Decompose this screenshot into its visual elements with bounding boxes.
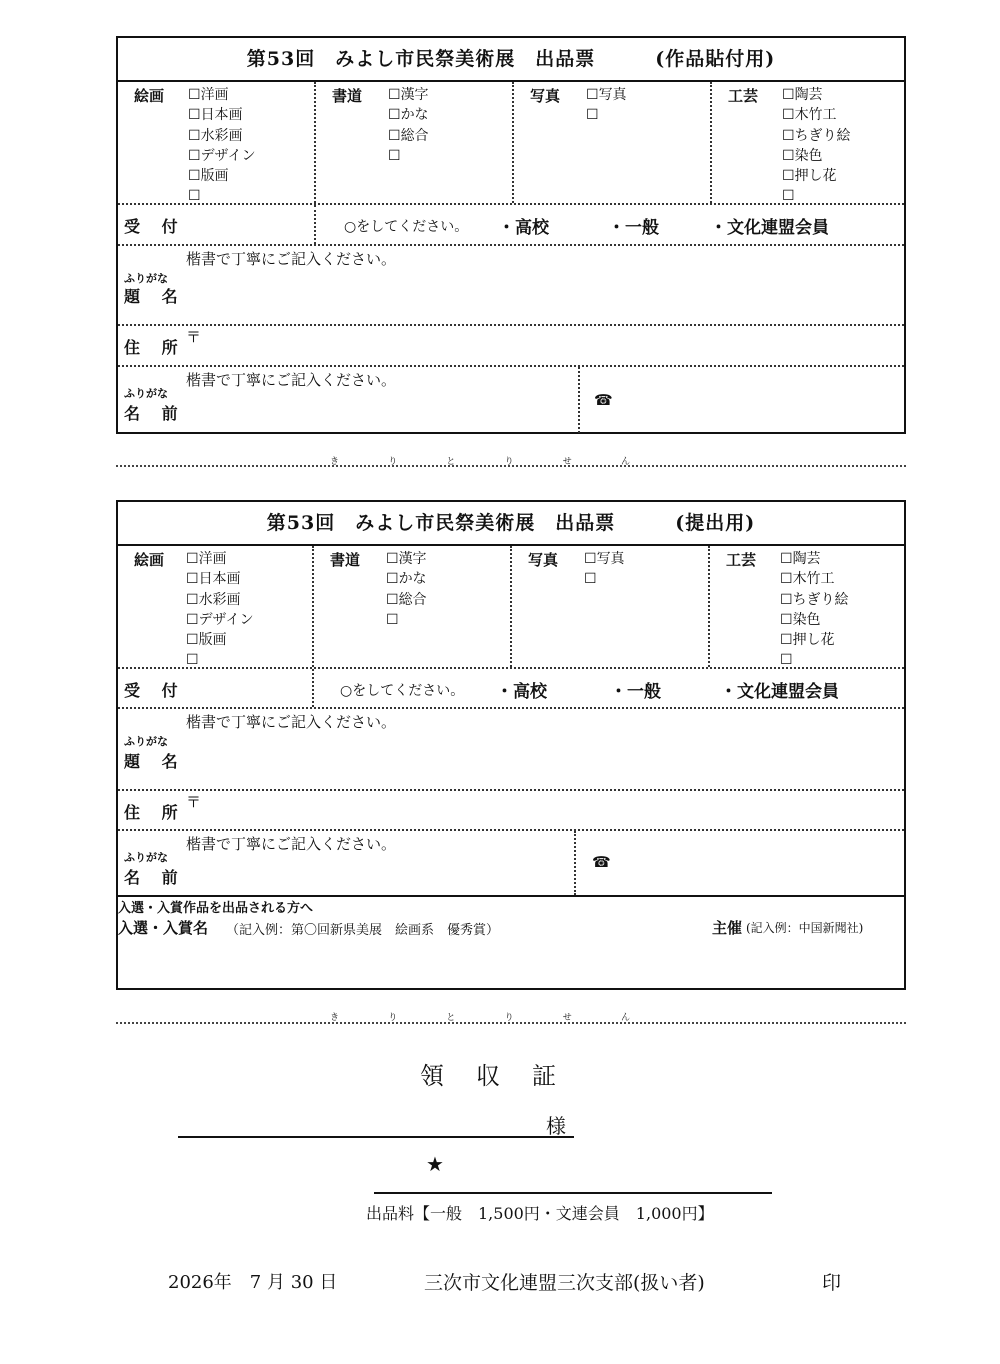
- category-label: 絵画: [134, 551, 165, 569]
- divider: [314, 205, 316, 244]
- cut-char: せ: [562, 457, 572, 467]
- form-title: 第53回 みよし市民祭美術展 出品票 (提出用): [118, 502, 904, 546]
- checkbox-option-blank[interactable]: [586, 105, 627, 125]
- postal-mark: 〒: [186, 328, 202, 346]
- recipient-line: [178, 1136, 574, 1138]
- star-mark: ★: [426, 1152, 444, 1176]
- name-label: 名 前: [124, 404, 186, 423]
- checkbox-option-blank[interactable]: [386, 610, 427, 630]
- category-photo: [514, 82, 712, 203]
- checkbox-option[interactable]: ☐ かな: [386, 569, 427, 589]
- checkbox-option[interactable]: ☐ 日本画: [186, 569, 254, 589]
- category-row: [118, 82, 904, 205]
- phone-icon: ☎: [592, 853, 611, 871]
- checkbox-option-blank[interactable]: [188, 186, 256, 206]
- amount-line: [374, 1192, 772, 1194]
- name-label: 名 前: [124, 868, 186, 887]
- checkbox-option[interactable]: ☐ 総合: [388, 126, 429, 146]
- checkbox-option[interactable]: ☐ 染色: [780, 610, 849, 630]
- title-row: [118, 709, 904, 791]
- cut-char: り: [388, 457, 398, 467]
- checkbox-option[interactable]: ☐ 版画: [188, 166, 256, 186]
- award-heading: 入選・入賞作品を出品される方へ: [118, 901, 314, 916]
- checkbox-option[interactable]: ☐ 版画: [186, 630, 254, 650]
- reception-choice-highschool[interactable]: ・高校: [498, 218, 549, 238]
- address-label: 住 所: [124, 338, 186, 357]
- title-label: 題 名: [124, 752, 186, 771]
- checkbox-option[interactable]: ☐ 総合: [386, 590, 427, 610]
- checkbox-option[interactable]: ☐ ちぎり絵: [782, 126, 851, 146]
- form-title: 第53回 みよし市民祭美術展 出品票 (作品貼付用): [118, 38, 904, 82]
- handwriting-note: 楷書で丁寧にご記入ください。: [186, 250, 397, 268]
- award-name-label: 入選・入賞名: [118, 919, 209, 937]
- organizer-example: (記入例：中国新聞社): [746, 921, 864, 935]
- cut-char: と: [446, 457, 456, 467]
- name-row: [118, 831, 904, 897]
- checkbox-option-blank[interactable]: [584, 569, 625, 589]
- checkbox-option[interactable]: ☐ ちぎり絵: [780, 590, 849, 610]
- cut-char: り: [504, 457, 514, 467]
- category-label: 写真: [530, 87, 561, 105]
- checkbox-option[interactable]: ☐ デザイン: [186, 610, 254, 630]
- checkbox-option[interactable]: ☐ 洋画: [186, 549, 254, 569]
- receipt-title: 領 収 証: [420, 1062, 560, 1090]
- award-example: （記入例：第〇回新県美展 絵画系 優秀賞）: [226, 923, 500, 938]
- fee-text: 出品料【一般 1,500円・文連会員 1,000円】: [366, 1204, 714, 1223]
- category-painting: [118, 82, 316, 203]
- category-crafts: [710, 546, 904, 667]
- checkbox-option[interactable]: ☐ 染色: [782, 146, 851, 166]
- cut-char: ん: [620, 1013, 630, 1023]
- cut-line-label: [330, 454, 630, 467]
- category-photo: [512, 546, 710, 667]
- entry-form-submit: [116, 500, 906, 990]
- checkbox-option[interactable]: ☐ 水彩画: [188, 126, 256, 146]
- reception-label: 受 付: [124, 681, 186, 700]
- cut-char: き: [330, 1013, 340, 1023]
- divider: [312, 669, 314, 707]
- cut-char: ん: [620, 457, 630, 467]
- category-painting: [118, 546, 314, 667]
- checkbox-option[interactable]: ☐ 洋画: [188, 85, 256, 105]
- reception-row: [118, 205, 904, 246]
- title-row: [118, 246, 904, 326]
- category-label: 絵画: [134, 87, 165, 105]
- category-label: 書道: [330, 551, 361, 569]
- postal-mark: 〒: [186, 793, 202, 811]
- category-calligraphy: [316, 82, 514, 203]
- checkbox-option[interactable]: ☐ かな: [388, 105, 429, 125]
- divider: [574, 831, 576, 895]
- cut-char: と: [446, 1013, 456, 1023]
- checkbox-option-blank[interactable]: [388, 146, 429, 166]
- award-section: [118, 897, 904, 991]
- handwriting-note: 楷書で丁寧にご記入ください。: [186, 835, 397, 853]
- handwriting-note: 楷書で丁寧にご記入ください。: [186, 371, 397, 389]
- checkbox-option[interactable]: ☐ 写真: [586, 85, 627, 105]
- checkbox-option-blank[interactable]: [780, 650, 849, 670]
- reception-choice-general[interactable]: ・一般: [608, 218, 659, 238]
- checkbox-option[interactable]: ☐ 陶芸: [782, 85, 851, 105]
- checkbox-option-blank[interactable]: [186, 650, 254, 670]
- cut-line-label: [330, 1010, 630, 1023]
- checkbox-option-blank[interactable]: [782, 186, 851, 206]
- category-label: 写真: [528, 551, 559, 569]
- checkbox-option[interactable]: ☐ 押し花: [782, 166, 851, 186]
- category-row: [118, 546, 904, 669]
- checkbox-option[interactable]: ☐ 木竹工: [780, 569, 849, 589]
- category-label: 工芸: [726, 551, 757, 569]
- issuer: 三次市文化連盟三次支部(扱い者): [424, 1272, 705, 1294]
- category-crafts: [712, 82, 904, 203]
- reception-choice-member[interactable]: ・文化連盟会員: [710, 218, 829, 238]
- category-calligraphy: [314, 546, 512, 667]
- category-label: 書道: [332, 87, 363, 105]
- checkbox-option[interactable]: ☐ 写真: [584, 549, 625, 569]
- checkbox-option[interactable]: ☐ デザイン: [188, 146, 256, 166]
- category-label: 工芸: [728, 87, 759, 105]
- address-row: [118, 791, 904, 831]
- divider: [578, 367, 580, 433]
- furigana-label: ふりがな: [124, 387, 168, 400]
- reception-choice-member[interactable]: ・文化連盟会員: [720, 682, 839, 702]
- reception-row: [118, 669, 904, 709]
- entry-form-attach: [116, 36, 906, 434]
- cut-char: せ: [562, 1013, 572, 1023]
- address-row: [118, 326, 904, 367]
- reception-label: 受 付: [124, 217, 186, 236]
- furigana-label: ふりがな: [124, 735, 168, 748]
- name-row: [118, 367, 904, 433]
- phone-icon: ☎: [594, 391, 613, 409]
- reception-choice-highschool[interactable]: ・高校: [496, 682, 547, 702]
- handwriting-note: 楷書で丁寧にご記入ください。: [186, 713, 397, 731]
- cut-char: り: [388, 1013, 398, 1023]
- reception-note: ○をしてください。: [340, 683, 465, 699]
- checkbox-option[interactable]: ☐ 陶芸: [780, 549, 849, 569]
- reception-note: ○をしてください。: [344, 219, 469, 235]
- checkbox-option[interactable]: ☐ 漢字: [386, 549, 427, 569]
- checkbox-option[interactable]: ☐ 水彩画: [186, 590, 254, 610]
- address-label: 住 所: [124, 803, 186, 822]
- receipt-date: 2026年 7 月 30 日: [168, 1272, 338, 1293]
- title-label: 題 名: [124, 287, 186, 306]
- checkbox-option[interactable]: ☐ 木竹工: [782, 105, 851, 125]
- seal-mark: 印: [822, 1272, 842, 1294]
- honorific: 様: [546, 1114, 566, 1138]
- furigana-label: ふりがな: [124, 272, 168, 285]
- checkbox-option[interactable]: ☐ 日本画: [188, 105, 256, 125]
- organizer-label: 主催: [712, 919, 743, 937]
- checkbox-option[interactable]: ☐ 漢字: [388, 85, 429, 105]
- checkbox-option[interactable]: ☐ 押し花: [780, 630, 849, 650]
- furigana-label: ふりがな: [124, 851, 168, 864]
- cut-char: き: [330, 457, 340, 467]
- reception-choice-general[interactable]: ・一般: [610, 682, 661, 702]
- cut-char: り: [504, 1013, 514, 1023]
